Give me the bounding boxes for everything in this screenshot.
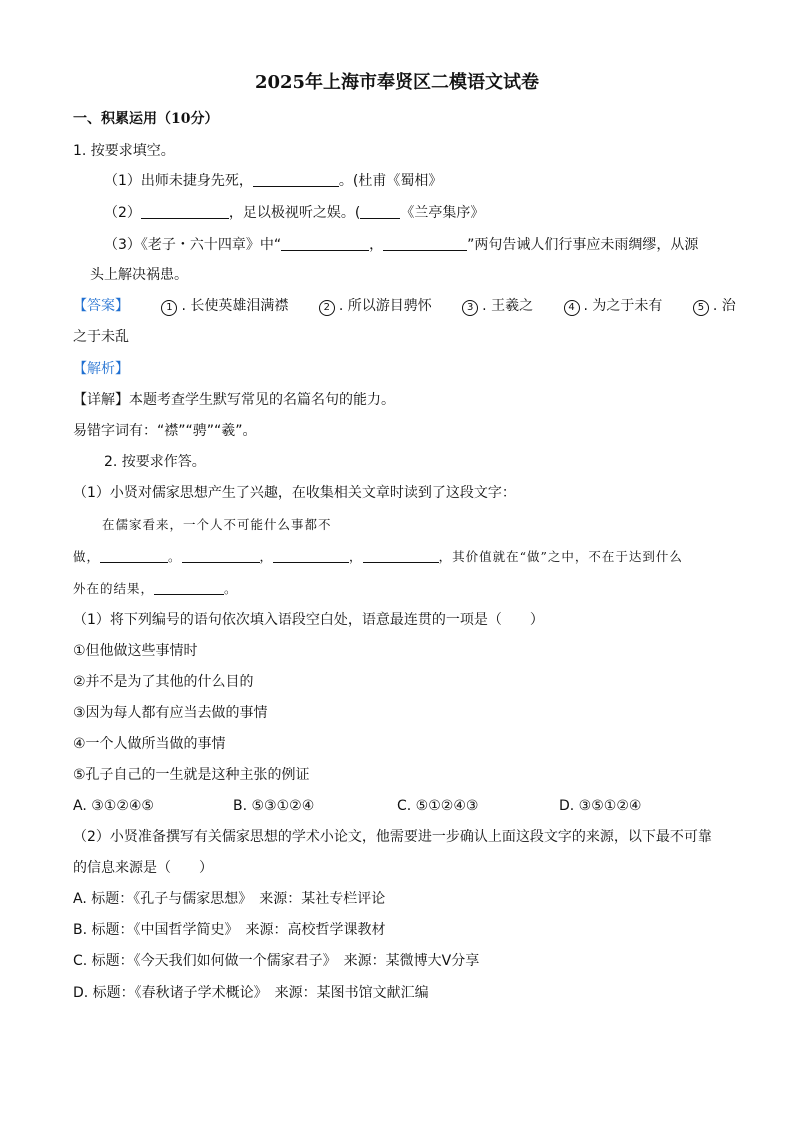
passage-text: 做， [73,549,101,564]
source-c[interactable]: C. 标题：《今天我们如何做一个儒家君子》 来源：某微博大V分享 [73,953,480,969]
choice-c[interactable]: C. ⑤①②④③ [397,798,479,814]
item-2-number: （2） [104,205,141,221]
sub-question-1: （1）将下列编号的语句依次填入语段空白处，语意最连贯的一项是（ ） [73,612,544,628]
passage-text: 外在的结果， [73,581,155,596]
question-1-stem: 1. 按要求填空。 [73,143,175,159]
source-b[interactable]: B. 标题：《中国哲学简史》 来源：高校哲学课教材 [73,922,386,938]
passage-text: ， [349,549,363,564]
passage-line-3 [73,580,238,598]
fill-blank[interactable] [363,548,439,563]
option-2: ②并不是为了其他的什么目的 [73,674,254,690]
question-1-item-1 [104,172,442,190]
fill-blank[interactable] [281,236,369,251]
answer-item [319,297,432,316]
circled-number: 2 [319,300,335,316]
typo-note: 易错字词有：“襟”“骋”“羲”。 [73,423,257,439]
circled-number: 3 [462,300,478,316]
option-5: ⑤孔子自己的一生就是这种主张的例证 [73,767,310,783]
analysis-tag: 【解析】 [73,361,129,377]
item-1-source: 。(杜甫《蜀相》 [338,173,443,189]
detail-tag: 【详解】 [73,392,129,408]
choice-b[interactable]: B. ⑤③①②④ [233,798,315,814]
section-heading: 一、积累运用（10分） [73,111,219,127]
option-3: ③因为每人都有应当去做的事情 [73,705,268,721]
sub-question-2-line-1: （2）小贤准备撰写有关儒家思想的学术小论文，他需要进一步确认上面这段文字的来源，以下最不可靠 [73,829,712,845]
answer-line [73,297,736,316]
answer-item [161,297,288,316]
answer-item [462,297,533,316]
answer-item [564,297,663,316]
circled-number: 5 [693,300,709,316]
passage-text: ， [259,549,274,564]
passage-text: ，其价值就在“做”之中，不在于达到什么 [438,549,683,564]
fill-blank[interactable] [383,236,467,251]
comma: ， [369,237,384,253]
fill-blank[interactable] [273,548,349,563]
source-d[interactable]: D. 标题：《春秋诸子学术概论》 来源：某图书馆文献汇编 [73,985,429,1001]
fill-blank[interactable] [253,172,339,187]
fill-blank[interactable] [154,580,224,595]
answer-text: . 长使英雄泪满襟 [181,298,289,314]
item-1-text: （1）出师未捷身先死， [104,173,253,189]
fill-blank[interactable] [182,548,260,563]
passage-line-1: 在儒家看来，一个人不可能什么事都不 [102,517,332,532]
answer-tag: 【答案】 [73,298,129,314]
passage-text: 。 [168,549,182,564]
question-2-intro: （1）小贤对儒家思想产生了兴趣，在收集相关文章时读到了这段文字： [73,485,516,501]
option-4: ④一个人做所当做的事情 [73,736,226,752]
question-2-stem: 2. 按要求作答。 [104,454,206,470]
source-a[interactable]: A. 标题：《孔子与儒家思想》 来源：某社专栏评论 [73,891,386,907]
question-1-item-3 [104,236,698,254]
item-3-text-end: ”两句告诫人们行事应未雨绸缪，从源 [467,237,699,253]
option-1: ①但他做这些事情时 [73,643,198,659]
item-2-source: 《兰亭集序》 [400,205,485,221]
answer-text: . 所以游目骋怀 [338,298,432,314]
circled-number: 1 [161,300,177,316]
fill-blank[interactable] [100,548,168,563]
detail-text: 本题考查学生默写常见的名篇名句的能力。 [129,392,395,408]
fill-blank[interactable] [360,204,400,219]
choice-a[interactable]: A. ③①②④⑤ [73,798,154,814]
fill-blank[interactable] [141,204,229,219]
question-1-item-3-cont: 头上解决祸患。 [90,267,188,283]
circled-number: 4 [564,300,580,316]
answer-item [693,297,736,316]
answer-text: . 王羲之 [482,298,534,314]
page-title: 2025年上海市奉贤区二模语文试卷 [254,72,540,93]
detail-line [73,391,395,409]
question-1-item-2 [104,204,484,222]
item-3-text: （3）《老子・六十四章》中“ [104,237,282,253]
answer-text: . 治 [712,298,736,314]
passage-text: 。 [224,581,238,596]
answer-text: . 为之于未有 [583,298,663,314]
answer-cont: 之于未乱 [73,329,129,345]
passage-line-2 [73,548,683,566]
item-2-text: ，足以极视听之娱。( [228,205,361,221]
choice-d[interactable]: D. ③⑤①②④ [559,798,642,814]
sub-question-2-line-2: 的信息来源是（ ） [73,860,213,876]
